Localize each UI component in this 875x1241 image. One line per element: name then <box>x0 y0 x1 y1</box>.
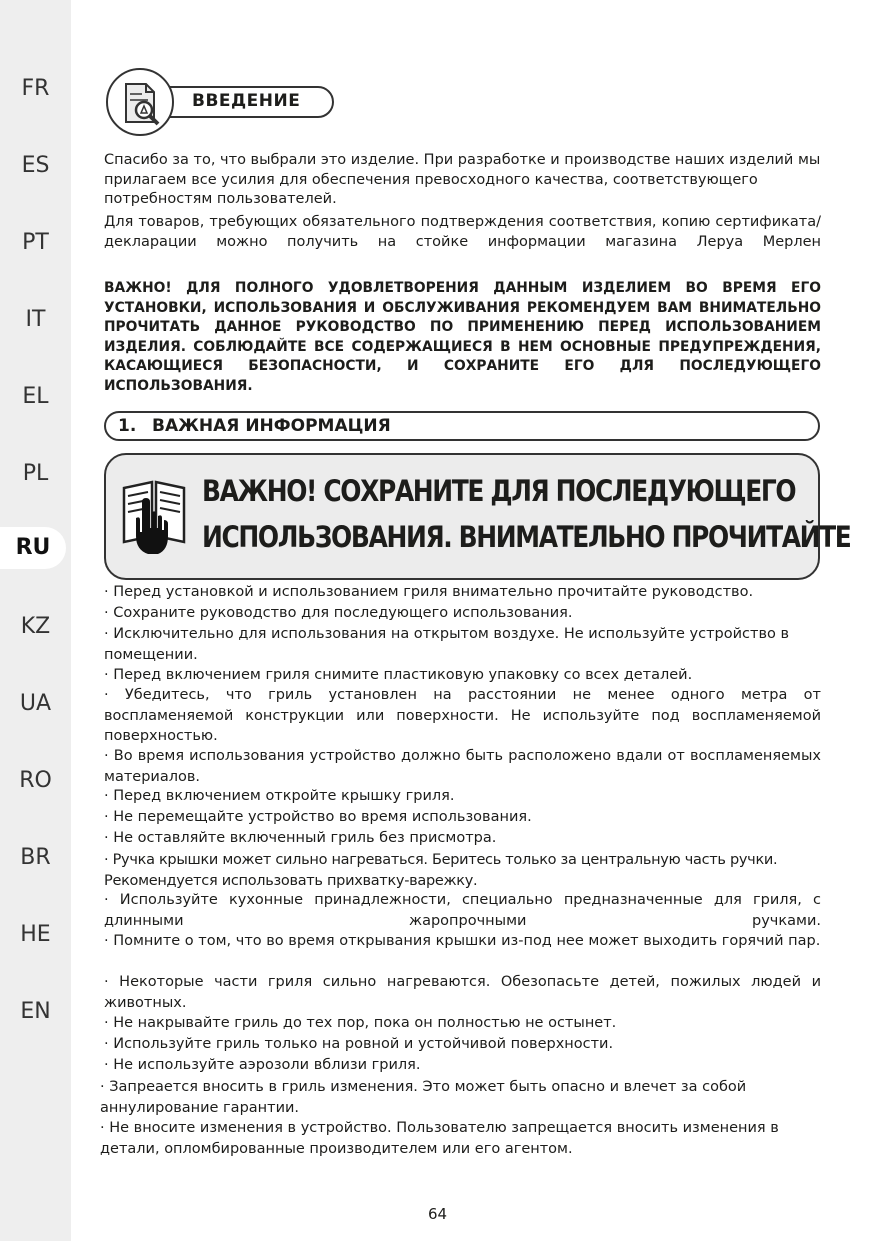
banner-line-1: ВАЖНО! СОХРАНИТЕ ДЛЯ ПОСЛЕДУЮЩЕГО <box>202 474 796 508</box>
bullet-item: · Перед включением гриля снимите пластиковую упаковку со всех деталей. <box>104 667 693 683</box>
lang-ru-active[interactable]: RU <box>0 527 66 569</box>
bullet-item: · Не оставляйте включенный гриль без присмотра. <box>104 830 497 846</box>
bullet-item: · Не используйте аэрозоли вблизи гриля. <box>104 1057 421 1073</box>
bullet-item: · Перед включением откройте крышку гриля. <box>104 788 455 804</box>
bullet-item: · Убедитесь, что гриль установлен на расстоянии не менее одного метра от воспламеняемой конструкции или поверхности. Не используйте под воспламеняемой поверхностью. <box>104 687 821 744</box>
bullet-item: · Ручка крышки может сильно нагреваться. Беритесь только за центральную часть ручки. Рекомендуется использовать прихватку-варежку. <box>104 852 778 889</box>
intro-paragraph-1: Спасибо за то, что выбрали это изделие. При разработке и производстве наших изделий мы прилагаем все усилия для обеспечения превосходного качества, соответствующего потребностям пользователей. <box>104 152 821 207</box>
intro-paragraph-2: Для товаров, требующих обязательного подтверждения соответствия, копию сертификата/декларации можно получить на стойке информации магазина Леруа Мерлен <box>104 214 821 250</box>
lang-ro[interactable]: RO <box>19 768 52 793</box>
bullet-item: · Исключительно для использования на открытом воздухе. Не используйте устройство в помещении. <box>104 626 790 663</box>
bullet-item: · Во время использования устройство должно быть расположено вдали от воспламеняемых материалов. <box>104 748 821 785</box>
bullet-item: · Некоторые части гриля сильно нагреваются. Обезопасьте детей, пожилых людей и животных. <box>104 974 821 1011</box>
read-manual-icon <box>118 478 190 558</box>
save-and-read-banner <box>104 453 820 580</box>
bullet-item: · Помните о том, что во время открывания крышки из-под нее может выходить горячий пар. <box>104 933 821 949</box>
section-title: ВАЖНАЯ ИНФОРМАЦИЯ <box>152 416 391 436</box>
intro-warning: ВАЖНО! ДЛЯ ПОЛНОГО УДОВЛЕТВОРЕНИЯ ДАННЫМ ИЗДЕЛИЕМ ВО ВРЕМЯ ЕГО УСТАНОВКИ, ИСПОЛЬЗОВАНИЯ И ОБСЛУЖИВАНИЯ РЕКОМЕНДУЕМ ВАМ ВНИМАТЕЛЬНО ПРОЧИТАТЬ ДАННОЕ РУКОВОДСТВО ПО ПРИМЕНЕНИЮ ПЕРЕД ИСПОЛЬЗОВАНИЕМ ИЗДЕЛИЯ. СОБЛЮДАЙТЕ ВСЕ СОДЕРЖАЩИЕСЯ В НЕМ ОСНОВНЫЕ ПРЕДУПРЕЖДЕНИЯ, КАСАЮЩИЕСЯ БЕЗОПАСНОСТИ, И СОХРАНИТЕ ЕГО ДЛЯ ПОСЛЕДУЮЩЕГО ИСПОЛЬЗОВАНИЯ. <box>104 280 821 394</box>
bullet-item: · Не перемещайте устройство во время использования. <box>104 809 532 825</box>
bullet-item: · Не вносите изменения в устройство. Пользователю запрещается вносить изменения в детали, опломбированные производителем или его агентом. <box>100 1120 779 1157</box>
bullet-item: · Используйте кухонные принадлежности, специально предназначенные для гриля, с длинными жаропрочными ручками. <box>104 892 821 929</box>
bullet-item: · Перед установкой и использованием гриля внимательно прочитайте руководство. <box>104 584 754 600</box>
bullet-item: · Используйте гриль только на ровной и устойчивой поверхности. <box>104 1036 614 1052</box>
language-sidebar <box>0 0 71 1241</box>
bullet-item: · Запреается вносить в гриль изменения. Это может быть опасно и влечет за собой аннулирование гарантии. <box>100 1079 747 1116</box>
lang-es[interactable]: ES <box>21 153 50 178</box>
page-number: 64 <box>427 1205 448 1223</box>
document-search-icon <box>106 68 174 136</box>
lang-pl[interactable]: PL <box>22 461 49 486</box>
lang-kz[interactable]: KZ <box>20 614 51 639</box>
lang-ua[interactable]: UA <box>19 691 52 716</box>
bullet-item: · Сохраните руководство для последующего использования. <box>104 605 573 621</box>
section-number: 1. <box>118 416 137 436</box>
lang-it[interactable]: IT <box>25 307 46 332</box>
lang-el[interactable]: EL <box>22 384 49 409</box>
banner-line-2: ИСПОЛЬЗОВАНИЯ. ВНИМАТЕЛЬНО ПРОЧИТАЙТЕ <box>202 520 851 554</box>
lang-br[interactable]: BR <box>20 845 51 870</box>
lang-fr[interactable]: FR <box>21 76 50 101</box>
intro-title: ВВЕДЕНИЕ <box>192 91 301 111</box>
lang-he[interactable]: HE <box>20 922 51 947</box>
lang-pt[interactable]: PT <box>22 230 49 255</box>
bullet-item: · Не накрывайте гриль до тех пор, пока он полностью не остынет. <box>104 1015 617 1031</box>
lang-en[interactable]: EN <box>20 999 51 1024</box>
